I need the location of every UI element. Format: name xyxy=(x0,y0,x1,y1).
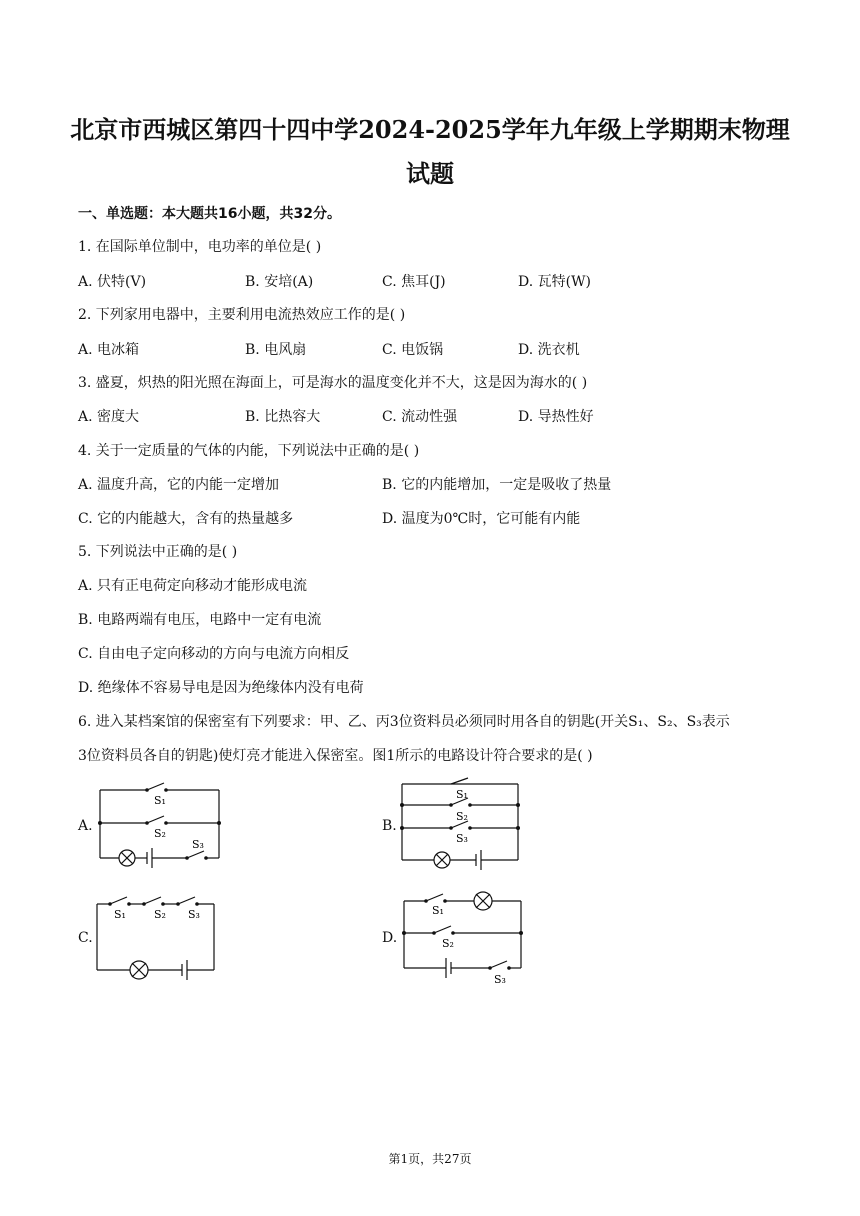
q2-option-d: D. 洗衣机 xyxy=(518,342,580,358)
q1-option-c: C. 焦耳(J) xyxy=(382,274,446,290)
circuit-c-s1-label: S₁ xyxy=(114,908,126,921)
q5-option-a: A. 只有正电荷定向移动才能形成电流 xyxy=(78,578,308,594)
q1-option-b: B. 安培(A) xyxy=(245,274,314,290)
circuit-a-s2-label: S₂ xyxy=(154,827,166,840)
q3-option-d: D. 导热性好 xyxy=(518,409,594,425)
circuit-c-s2-label: S₂ xyxy=(154,908,166,921)
q2-option-b: B. 电风扇 xyxy=(245,342,307,358)
circuit-a-s3-label: S₃ xyxy=(192,838,204,851)
question-5-stem: 5. 下列说法中正确的是( ) xyxy=(78,544,238,560)
circuit-diagram-b xyxy=(396,776,526,876)
q3-option-c: C. 流动性强 xyxy=(382,409,458,425)
q5-option-d: D. 绝缘体不容易导电是因为绝缘体内没有电荷 xyxy=(78,680,364,696)
section-heading: 一、单选题：本大题共16小题，共32分。 xyxy=(78,206,341,222)
circuit-b-s2-label: S₂ xyxy=(456,810,468,823)
q6-option-b-label: B. xyxy=(382,818,397,834)
q4-option-a: A. 温度升高，它的内能一定增加 xyxy=(78,477,280,493)
circuit-d-s1-label: S₁ xyxy=(432,904,444,917)
q6-option-a-label: A. xyxy=(78,818,93,834)
q1-option-d: D. 瓦特(W) xyxy=(518,274,591,290)
question-4-stem: 4. 关于一定质量的气体的内能，下列说法中正确的是( ) xyxy=(78,443,420,459)
circuit-d-s3-label: S₃ xyxy=(494,973,506,986)
q4-option-d: D. 温度为0℃时，它可能有内能 xyxy=(382,511,581,527)
q1-option-a: A. 伏特(V) xyxy=(78,274,147,290)
q5-option-b: B. 电路两端有电压，电路中一定有电流 xyxy=(78,612,322,628)
q4-option-c: C. 它的内能越大，含有的热量越多 xyxy=(78,511,294,527)
question-6-stem-line1: 6. 进入某档案馆的保密室有下列要求：甲、乙、丙3位资料员必须同时用各自的钥匙(开关S₁、S₂、S₃表示 xyxy=(78,714,730,730)
q5-option-c: C. 自由电子定向移动的方向与电流方向相反 xyxy=(78,646,350,662)
q6-option-d-label: D. xyxy=(382,930,398,946)
circuit-d-s2-label: S₂ xyxy=(442,937,454,950)
circuit-diagram-a xyxy=(92,778,227,870)
q4-option-b: B. 它的内能增加，一定是吸收了热量 xyxy=(382,477,612,493)
question-2-stem: 2. 下列家用电器中，主要利用电流热效应工作的是( ) xyxy=(78,307,406,323)
circuit-diagram-c xyxy=(92,890,222,980)
question-3-stem: 3. 盛夏，炽热的阳光照在海面上，可是海水的温度变化并不大，这是因为海水的( ) xyxy=(78,375,588,391)
q2-option-c: C. 电饭锅 xyxy=(382,342,444,358)
q2-option-a: A. 电冰箱 xyxy=(78,342,140,358)
q3-option-a: A. 密度大 xyxy=(78,409,140,425)
circuit-diagram-d xyxy=(396,886,528,986)
q3-option-b: B. 比热容大 xyxy=(245,409,321,425)
question-6-stem-line2: 3位资料员各自的钥匙)使灯亮才能进入保密室。图1所示的电路设计符合要求的是( ) xyxy=(78,748,593,764)
q6-option-c-label: C. xyxy=(78,930,93,946)
circuit-b-s1-label: S₁ xyxy=(456,788,468,801)
page-footer: 第1页，共27页 xyxy=(388,1152,472,1166)
circuit-a-s1-label: S₁ xyxy=(154,794,166,807)
question-1-stem: 1. 在国际单位制中，电功率的单位是( ) xyxy=(78,239,322,255)
circuit-c-s3-label: S₃ xyxy=(188,908,200,921)
circuit-b-s3-label: S₃ xyxy=(456,832,468,845)
page-title: 北京市西城区第四十四中学2024-2025学年九年级上学期期末物理试题 xyxy=(70,115,790,188)
